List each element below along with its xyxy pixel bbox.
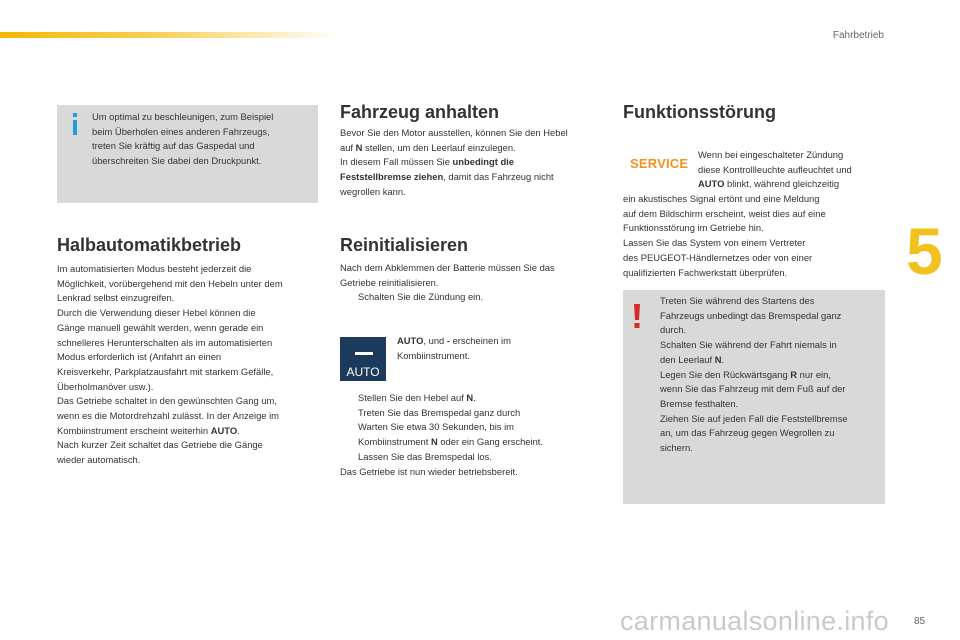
watermark: carmanualsonline.info [620,606,889,636]
funktionsstoerung-heading: Funktionsstörung [623,102,776,122]
section-title: Fahrbetrieb [832,30,884,41]
info-icon [68,112,82,136]
list-item: Schalten Sie die Zündung ein. [358,291,484,303]
halbautomatik-heading: Halbautomatikbetrieb [57,235,242,255]
fahrzeug-anhalten-body: Bevor Sie den Motor ausstellen, können Sie den Hebel auf N stellen, um den Leerlauf einzulegen. In diesem Fall müssen Sie unbedingt die Feststellbremse ziehen, damit das Fahrzeug nicht wegrollen kann. [340,127,568,197]
reinitialisieren-steps: Stellen Sie den Hebel auf N. Treten Sie das Bremspedal ganz durch Warten Sie etwa 30 Sekunden, bis im Kombiinstrument N oder ein Gang erscheint. Lassen Sie das Bremspedal los. Das Getriebe ist nun wieder betriebsbereit. [340,391,610,479]
reinitialisieren-intro: Nach dem Abklemmen der Batterie müssen Sie das Getriebe reinitialisieren. Schalten Sie die Zündung ein. [340,261,610,305]
service-text: Wenn bei eingeschalteter Zündung diese Kontrollleuchte aufleuchtet und AUTO blinkt, während gleichzeitig [698,149,852,190]
info-box-text: Um optimal zu beschleunigen, zum Beispiel beim Überholen eines anderen Fahrzeugs, treten Sie kräftig auf das Gaspedal und überschreiten Sie dabei den Druckpunkt. [92,111,274,167]
header-accent-bar [0,32,340,38]
list-item: Stellen Sie den Hebel auf N. [358,392,476,403]
warning-text: Treten Sie während des Startens des Fahrzeugs unbedingt das Bremspedal ganz durch. Schalten Sie während der Fahrt niemals in den Leerlauf N. Legen Sie den Rückwärtsgang R nur ein, wenn Sie das Fahrzeug mit dem Fuß auf der Bremse festhalten. Ziehen Sie auf jeden Fall die Feststellbremse an, um das Fahrzeug gegen Wegrollen zu sichern. [660,295,848,454]
warning-exclamation-icon [631,303,643,329]
list-item: Treten Sie das Bremspedal ganz durch [358,406,521,418]
fahrzeug-anhalten-heading: Fahrzeug anhalten [340,102,500,122]
list-item: Warten Sie etwa 30 Sekunden, bis im [358,421,514,433]
halbautomatik-body: Im automatisierten Modus besteht jederzeit die Möglichkeit, vorübergehend mit den Hebeln unter dem Lenkrad selbst einzugreifen. Durch die Verwendung dieser Hebel können die Gänge manuell gewählt werden, wenn gerade ein schnelleres Herunterschalten als im automatisierten Modus erforderlich ist (Anfahrt an einen Kreisverkehr, Parkplatzausfahrt mit starkem Gefälle, Überholmanöver usw.). Das Getriebe schaltet in den gewünschten Gang um, wenn es die Motordrehzahl zulässt. In der Anzeige im Kombiinstrument erscheint weiterhin AUTO. Nach kurzer Zeit schaltet das Getriebe die Gänge wieder automatisch. [57,263,283,466]
auto-display-icon: AUTO [340,337,386,381]
page-number: 85 [914,616,926,627]
reinitialisieren-heading: Reinitialisieren [340,235,469,255]
service-warning-icon: SERVICE [630,156,689,171]
funktionsstoerung-body: ein akustisches Signal ertönt und eine Meldung auf dem Bildschirm erscheint, weist dies auf eine Funktionsstörung im Getriebe hin. Lassen Sie das System von einem Vertreter des PEUGEOT-Händlernetzes oder von einer qualifizierten Fachwerkstatt überprüfen. [623,193,826,278]
list-item: Lassen Sie das Bremspedal los. [358,450,492,462]
chapter-number: 5 [906,214,943,288]
auto-display-text: AUTO, und - erscheinen im Kombiinstrument. [397,335,511,361]
